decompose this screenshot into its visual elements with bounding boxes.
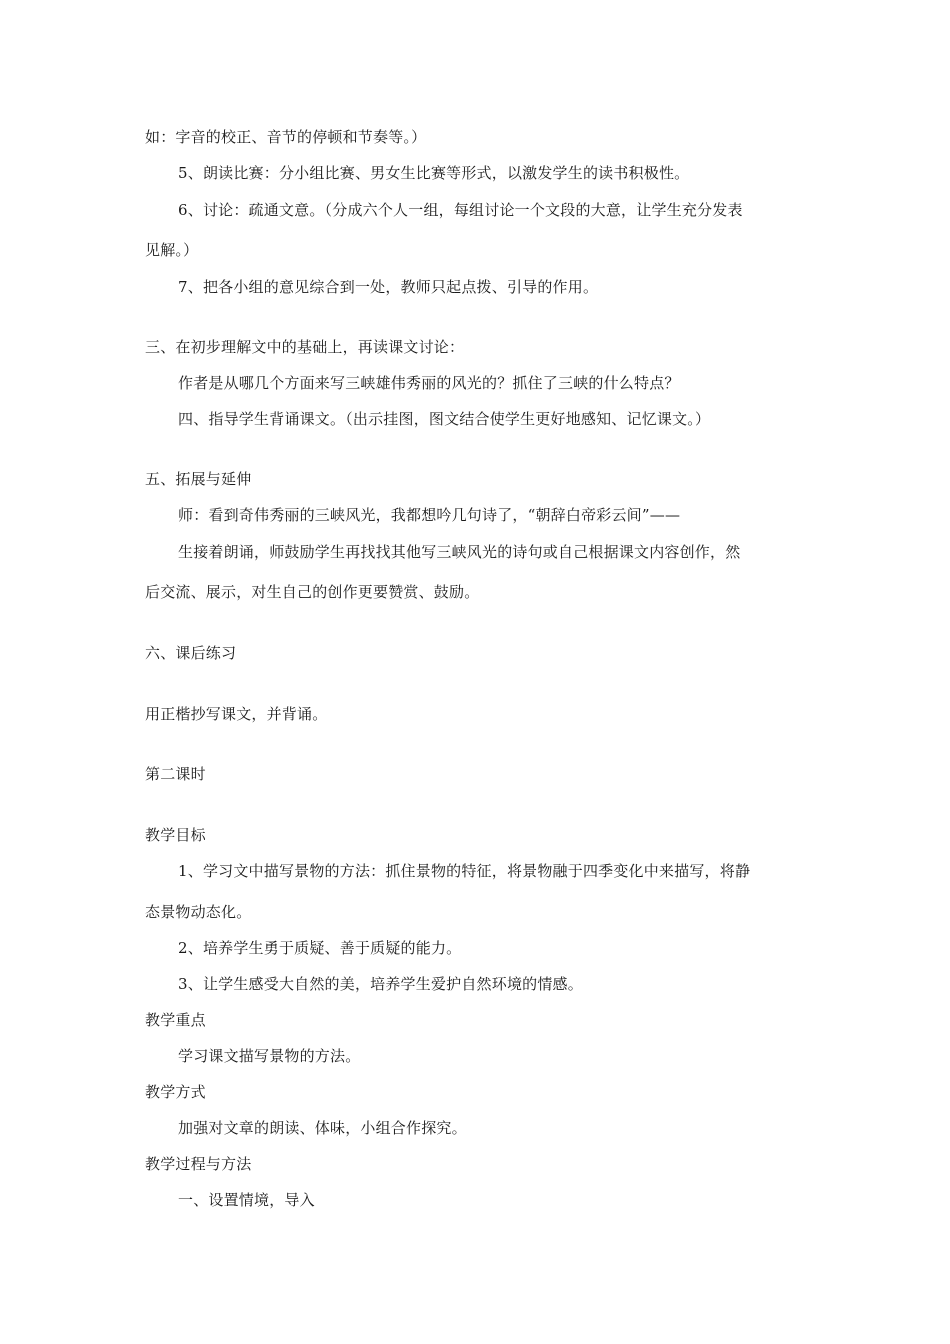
section-heading: 六、课后练习 [145, 644, 237, 662]
text-line: 后交流、展示，对生自己的创作更要赞赏、鼓励。 [145, 583, 480, 601]
text-line: 如：字音的校正、音节的停顿和节奏等。） [145, 128, 427, 146]
text-line: 3、让学生感受大自然的美，培养学生爱护自然环境的情感。 [178, 975, 583, 993]
section-heading: 教学过程与方法 [145, 1155, 252, 1173]
text-line: 5、朗读比赛：分小组比赛、男女生比赛等形式，以激发学生的读书积极性。 [178, 164, 690, 182]
text-line: 四、指导学生背诵课文。（出示挂图，图文结合使学生更好地感知、记忆课文。） [178, 410, 711, 428]
text-line: 6、讨论：疏通文意。（分成六个人一组，每组讨论一个文段的大意，让学生充分发表 [178, 201, 743, 219]
text-line: 见解。） [145, 241, 199, 259]
text-line: 态景物动态化。 [145, 903, 252, 921]
section-heading: 教学目标 [145, 826, 206, 844]
text-line: 用正楷抄写课文，并背诵。 [145, 705, 328, 723]
text-line: 7、把各小组的意见综合到一处，教师只起点拨、引导的作用。 [178, 278, 599, 296]
text-line: 作者是从哪几个方面来写三峡雄伟秀丽的风光的？抓住了三峡的什么特点？ [178, 374, 680, 392]
text-line: 一、设置情境，导入 [178, 1191, 315, 1209]
text-line: 加强对文章的朗读、体味，小组合作探究。 [178, 1119, 467, 1137]
text-line: 2、培养学生勇于质疑、善于质疑的能力。 [178, 939, 462, 957]
text-line: 师：看到奇伟秀丽的三峡风光，我都想吟几句诗了，“朝辞白帝彩云间”—— [178, 506, 681, 524]
section-heading: 教学方式 [145, 1083, 206, 1101]
text-line: 学习课文描写景物的方法。 [178, 1047, 361, 1065]
section-heading: 教学重点 [145, 1011, 206, 1029]
text-line: 生接着朗诵，师鼓励学生再找找其他写三峡风光的诗句或自己根据课文内容创作，然 [178, 543, 741, 561]
section-heading: 五、拓展与延伸 [145, 470, 252, 488]
text-line: 1、学习文中描写景物的方法：抓住景物的特征，将景物融于四季变化中来描写，将静 [178, 862, 751, 880]
section-heading: 第二课时 [145, 765, 206, 783]
section-heading: 三、在初步理解文中的基础上，再读课文讨论： [145, 338, 465, 356]
